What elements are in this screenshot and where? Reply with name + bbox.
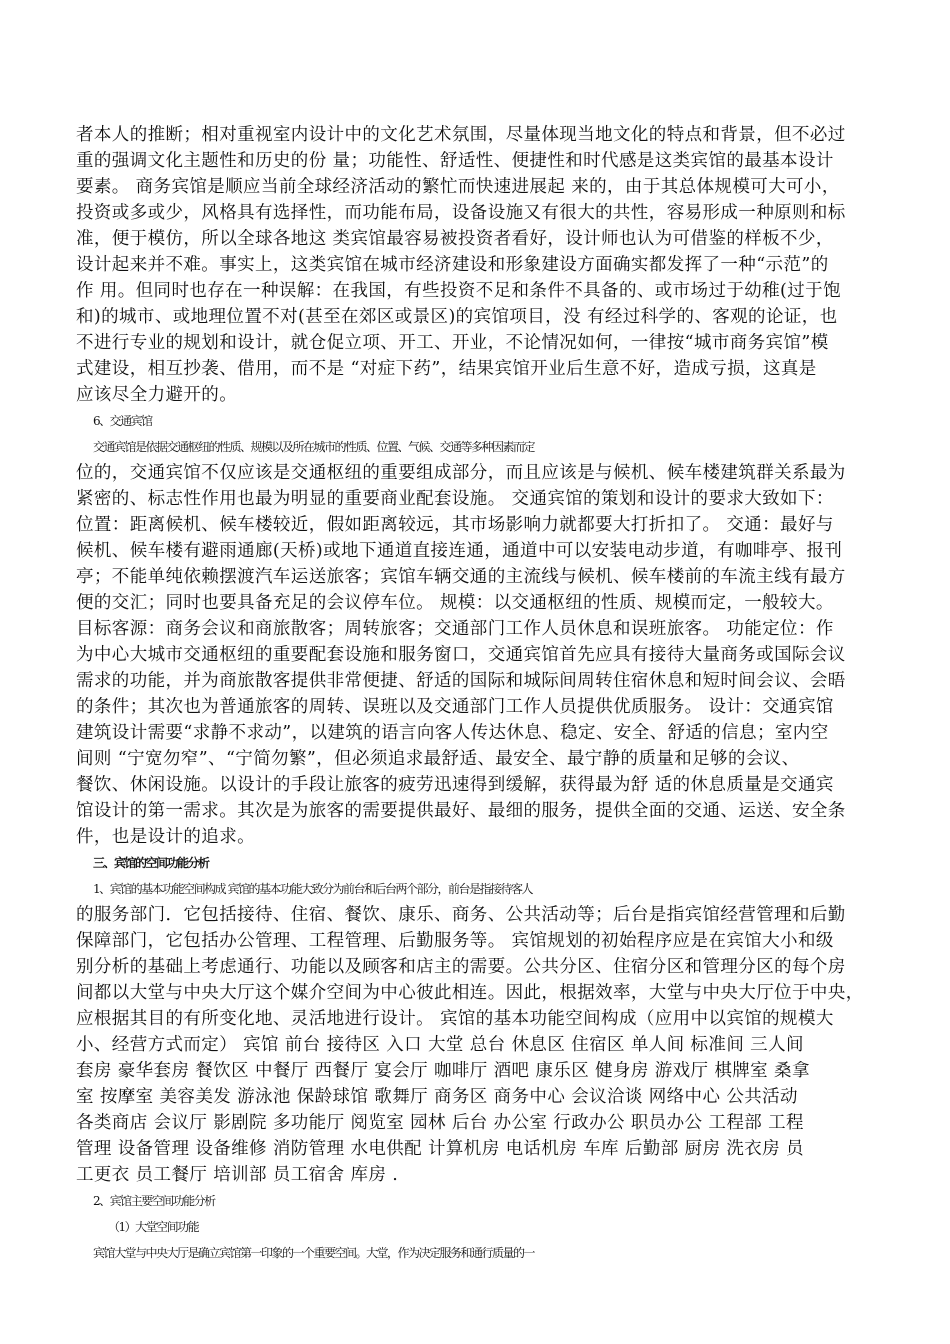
text-line: 式建设，相互抄袭、借用，而不是 “对症下药”，结果宾馆开业后生意不好，造成亏损，这真是	[76, 359, 817, 379]
text-line: 为中心大城市交通枢纽的重要配套设施和服务窗口，交通宾馆首先应具有接待大量商务或国际会议	[76, 645, 846, 665]
text-line: 和)的城市、或地理位置不对(甚至在郊区或景区)的宾馆项目，没 有经过科学的、客观的论证，也	[76, 307, 838, 327]
text-line: 投资或多或少，风格具有选择性，而功能布局，设备设施又有很大的共性，容易形成一种原则和标	[76, 203, 846, 223]
text-line: 餐饮、休闲设施。以设计的手段让旅客的疲劳迅速得到缓解，获得最为舒 适的休息质量是交通宾	[76, 775, 834, 795]
text-line: 位置：距离候机、候车楼较近，假如距离较远，其市场影响力就都要大打折扣了。 交通：最好与	[76, 515, 834, 535]
text-line: 的服务部门．它包括接待、住宿、餐饮、康乐、商务、公共活动等；后台是指宾馆经营管理和后勤	[76, 905, 846, 925]
text-line: 工更衣 员工餐厅 培训部 员工宿舍 库房 .	[76, 1165, 399, 1185]
text-line: 目标客源：商务会议和商旅散客；周转旅客；交通部门工作人员休息和误班旅客。 功能定位：作	[76, 619, 834, 639]
section-heading: 6、交通宾馆	[93, 414, 152, 428]
text-line: 室 按摩室 美容美发 游泳池 保龄球馆 歌舞厅 商务区 商务中心 会议洽谈 网络中心 公共活动	[76, 1087, 798, 1107]
text-line: 套房 豪华套房 餐饮区 中餐厅 西餐厅 宴会厅 咖啡厅 酒吧 康乐区 健身房 游戏厅 棋牌室 桑拿	[76, 1061, 810, 1081]
section-heading: 三、宾馆的空间功能分析	[93, 856, 209, 870]
text-line: 管理 设备管理 设备维修 消防管理 水电供配 计算机房 电话机房 车库 后勤部 厨房 洗衣房 员	[76, 1139, 804, 1159]
text-line: 要素。 商务宾馆是顺应当前全球经济活动的繁忙而快速进展起 来的，由于其总体规模可大可小，	[76, 177, 840, 197]
text-line: 设计起来并不难。事实上，这类宾馆在城市经济建设和形象建设方面确实都发挥了一种“示范”的	[76, 255, 829, 275]
text-line: 建筑设计需要“求静不求动”，以建筑的语言向客人传达休息、稳定、安全、舒适的信息；室内空	[76, 723, 829, 743]
text-line: 别分析的基础上考虑通行、功能以及顾客和店主的需要。公共分区、住宿分区和管理分区的每个房	[76, 957, 846, 977]
text-line: 宾馆大堂与中央大厅是确立宾馆第一印象的一个重要空间。大堂，作为决定服务和通行质量的一	[93, 1246, 535, 1260]
text-line: 作 用。但同时也存在一种误解：在我国，有些投资不足和条件不具备的、或市场过于幼稚(过于饱	[76, 281, 841, 301]
section-heading: 2、宾馆主要空间功能分析	[93, 1194, 215, 1208]
text-line: 各类商店 会议厅 影剧院 多功能厅 阅览室 园林 后台 办公室 行政办公 职员办公 工程部 工程	[76, 1113, 804, 1133]
text-line: 应根据其目的有所变化地、灵活地进行设计。 宾馆的基本功能空间构成（应用中以宾馆的规模大	[76, 1009, 834, 1029]
text-line: 准，便于模仿，所以全球各地这 类宾馆最容易被投资者看好，设计师也认为可借鉴的样板不少，	[76, 229, 834, 249]
text-line: 1、宾馆的基本功能空间构成 宾馆的基本功能大致分为前台和后台两个部分，前台是指接待客人	[93, 882, 532, 896]
text-line: 馆设计的第一需求。其次是为旅客的需要提供最好、最细的服务，提供全面的交通、运送、安全条	[76, 801, 846, 821]
text-line: 紧密的、标志性作用也最为明显的重要商业配套设施。 交通宾馆的策划和设计的要求大致如下：	[76, 489, 834, 509]
text-line: 便的交汇；同时也要具备充足的会议停车位。 规模：以交通枢纽的性质、规模而定，一般较大。	[76, 593, 834, 613]
text-line: 件，也是设计的追求。	[76, 827, 255, 847]
text-line: 间则 “宁宽勿窄”、“宁简勿繁”，但必须追求最舒适、最安全、最宁静的质量和足够的会议、	[76, 749, 800, 769]
text-line: 候机、候车楼有避雨通廊(天桥)或地下通道直接连通，通道中可以安装电动步道，有咖啡亭、报刊	[76, 541, 843, 561]
text-line: 位的，交通宾馆不仅应该是交通枢纽的重要组成部分，而且应该是与候机、候车楼建筑群关系最为	[76, 463, 846, 483]
text-line: 重的强调文化主题性和历史的份 量；功能性、舒适性、便捷性和时代感是这类宾馆的最基本设计	[76, 151, 834, 171]
text-line: 交通宾馆是依据交通枢纽的性质、规模以及所在城市的性质、位置、气候、交通等多种因素而定	[93, 440, 535, 454]
text-line: 不进行专业的规划和设计，就仓促立项、开工、开业，不论情况如何，一律按“城市商务宾馆”模	[76, 333, 829, 353]
text-line: 保障部门，它包括办公管理、工程管理、后勤服务等。 宾馆规划的初始程序应是在宾馆大小和级	[76, 931, 834, 951]
subsection-heading: （1）大堂空间功能	[108, 1220, 199, 1234]
text-line: 的条件；其次也为普通旅客的周转、误班以及交通部门工作人员提供优质服务。 设计：交通宾馆	[76, 697, 834, 717]
text-line: 间都以大堂与中央大厅这个媒介空间为中心彼此相连。因此，根据效率，大堂与中央大厅位于中央，	[76, 983, 864, 1003]
text-line: 应该尽全力避开的。	[76, 385, 238, 405]
text-line: 者本人的推断；相对重视室内设计中的文化艺术氛围，尽量体现当地文化的特点和背景，但不必过	[76, 125, 846, 145]
text-line: 小、经营方式而定） 宾馆 前台 接待区 入口 大堂 总台 休息区 住宿区 单人间 标准间 三人间	[76, 1035, 804, 1055]
text-line: 需求的功能，并为商旅散客提供非常便捷、舒适的国际和城际间周转住宿休息和短时间会议、会晤	[76, 671, 846, 691]
text-line: 亭；不能单纯依赖摆渡汽车运送旅客；宾馆车辆交通的主流线与候机、候车楼前的车流主线有最方	[76, 567, 846, 587]
